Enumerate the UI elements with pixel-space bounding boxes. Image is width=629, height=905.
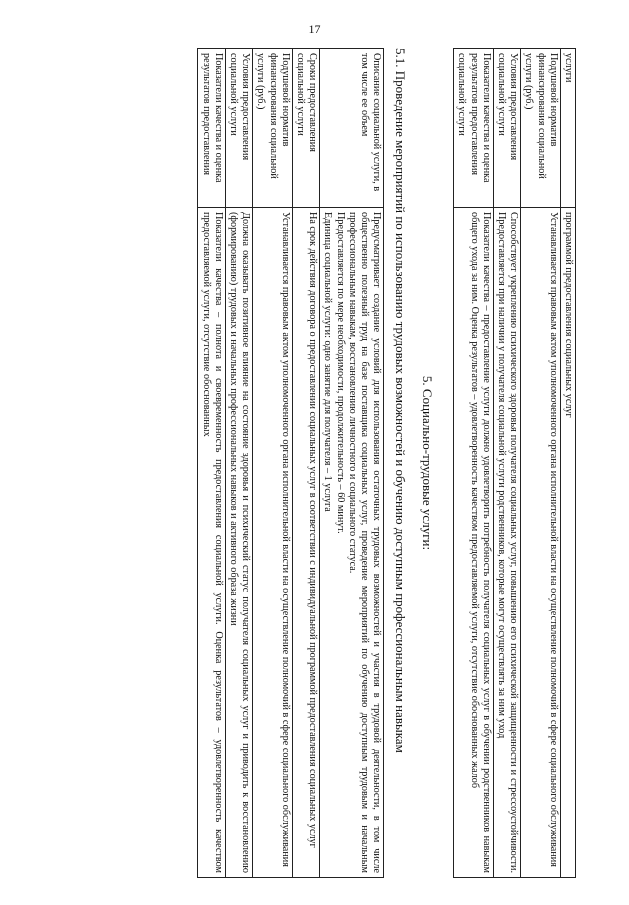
row-value	[454, 208, 494, 878]
row-value-paragraph: Предоставляется по мере необходимости, продолжительность – 60 минут.	[334, 212, 346, 534]
services-table-continued	[453, 48, 576, 878]
row-label: Условия предоставления социальной услуги	[225, 49, 252, 208]
section-heading: 5. Социально-трудовые услуги:	[420, 375, 436, 551]
table-row	[225, 49, 252, 878]
table-row	[454, 49, 494, 878]
row-value-paragraph: Способствует укреплению психического здоровья получателя социальных услуг, повышению его психической защищенности и стрессоустойчивости. Предоставляется при наличии у получателя социальной услуги родственников, которые могут осуществлять за ним уход	[495, 212, 520, 873]
row-value-paragraph: На срок действия договора о предоставлении социальных услуг в соответствии с индивидуальной программой предоставления социальных услуг	[307, 212, 319, 848]
row-value	[560, 208, 575, 878]
row-label: Условия предоставления социальной услуги	[493, 49, 520, 208]
table-row	[560, 49, 575, 878]
row-value	[292, 208, 319, 878]
table-row	[521, 49, 561, 878]
row-value-paragraph: Предусматривает создание условий для использования остаточных трудовых возможностей и участия в трудовой деятельности, в том числе общественно полезный труд на базе поставщика социальных услуг, проведение мероприятий по обучению доступным трудовым и начальным профессиональным навыкам, восстановлению личностного и социального статуса.	[346, 212, 383, 873]
row-label: Описание социальной услуги, в том числе ее объем	[320, 49, 384, 208]
row-value-paragraph: Должна оказывать позитивное влияние на состояние здоровья и психический статус получателя социальных услуг и приводить к восстановлению (формированию) трудовых и начальных профессиональных навыков и активного образа жизни	[227, 212, 252, 873]
row-label: Сроки предоставления социальной услуги	[292, 49, 319, 208]
row-value-paragraph: Устанавливается правовым актом уполномоченного органа исполнительной власти на осуществление полномочий в сфере социального обслуживания	[279, 212, 291, 867]
row-label: Подушевой норматив финансирования социальной услуги (руб.)	[253, 49, 293, 208]
row-label: услуги	[560, 49, 575, 208]
table-row	[320, 49, 384, 878]
row-value-paragraph: Показатели качества – предоставление услуги должно удовлетворить потребность получателя социальных услуг в обучении родственников навыкам общего ухода за ним. Оценка результатов – удовлетворенность качеством предоставляемой услуги, отсутствие обоснованных жалоб	[468, 212, 492, 873]
page-number: 17	[308, 22, 321, 36]
row-label: Подушевой норматив финансирования социальной услуги (руб.)	[521, 49, 561, 208]
row-value-paragraph: Устанавливается правовым актом уполномоченного органа исполнительной власти на осуществление полномочий в сфере социального обслуживания	[547, 212, 559, 867]
table-row	[198, 49, 225, 878]
table-row	[493, 49, 520, 878]
table-row	[292, 49, 319, 878]
table-row	[253, 49, 293, 878]
row-value	[493, 208, 520, 878]
row-value	[198, 208, 225, 878]
labor-services-table	[197, 48, 384, 878]
row-value	[225, 208, 252, 878]
row-label: Показатели качества и оценка результатов предоставления	[198, 49, 225, 208]
subsection-heading: 5.1. Проведение мероприятий по использованию трудовых возможностей и обучению доступным профессиональным навыкам	[393, 48, 409, 753]
row-value-paragraph: программой предоставления социальных услуг	[563, 212, 574, 418]
row-value	[320, 208, 384, 878]
row-value-paragraph: Единица социальной услуги: одно занятие для получателя – 1 услуга	[322, 212, 334, 512]
row-value-paragraph: Показатели качества – полнота и своевременность предоставления социальной услуги. Оценка результатов – удовлетворенность качеством предоставляемой услуги, отсутствие обоснованных	[200, 212, 224, 873]
row-label: Показатели качества и оценка результатов предоставления социальной услуги	[454, 49, 494, 208]
row-value	[253, 208, 293, 878]
rotated-page-content	[106, 48, 576, 878]
row-value	[521, 208, 561, 878]
